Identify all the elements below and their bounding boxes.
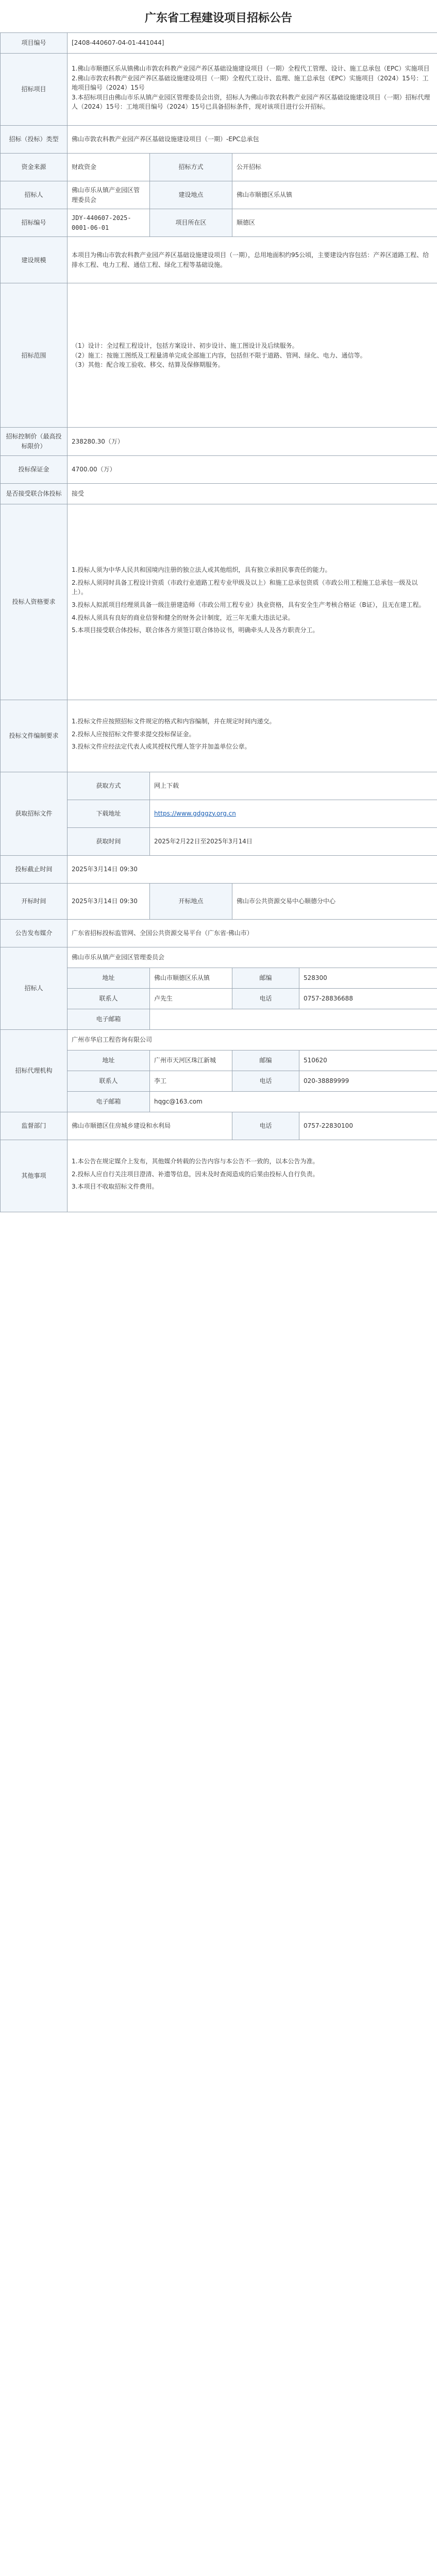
row-project-contact-area <box>1 181 437 209</box>
row-supervision <box>1 1112 437 1140</box>
supervision-phone-value: 0757-22830100 <box>299 1112 437 1140</box>
tenderee-address-label: 地址 <box>68 968 150 988</box>
project-code-value: [2408-440607-04-01-441044] <box>68 33 437 54</box>
project-method-value: 公开招标 <box>232 154 437 181</box>
other-value <box>68 1140 437 1212</box>
opening-value: 2025年3月14日 09:30 <box>68 883 150 919</box>
tenderee-address-value: 佛山市顺德区乐从镇 <box>150 968 232 988</box>
row-price <box>1 428 437 455</box>
project-name-text: 1.佛山市顺德区乐从镇佛山市敦农科教产业园产养区基础设施建设项目（一期）全程代工管理、设计、施工总承包（EPC）实施项目 2.佛山市敦农科教产业园产养区基础设施建设项目（一期）全程代工设计、监理、施工总承包（EPC）实施项目（2024）15号：工地项目编号（2024）15号 3.本招标项目由佛山市乐从镇产业园区管理委员会出资，招标人为佛山市敦农科教产业园产养区基础设施建设项目（一期）招标代理人（2024）15号：工地项目编号（2024）15号已具备招标条件，现对该项目进行公开招标。 <box>72 65 430 111</box>
docs-item: 1.投标文件应按照招标文件规定的格式和内容编制，并在规定时间内递交。 <box>72 718 276 725</box>
docs-item: 3.投标文件应经法定代表人或其授权代理人签字并加盖单位公章。 <box>72 743 251 751</box>
requirements-value <box>68 504 437 700</box>
requirements-item: 4.投标人须具有良好的商业信誉和健全的财务会计制度，近三年无重大违法记录。 <box>72 614 294 621</box>
project-contact-value: 佛山市乐从镇产业园区管理委员会 <box>68 181 150 209</box>
announcement-page <box>0 9 437 1212</box>
consortium-label: 是否接受联合体投标 <box>1 483 68 504</box>
project-tenderno-label: 招标编号 <box>1 209 68 237</box>
requirements-item: 2.投标人须同时具备工程设计资质（市政行业道路工程专业甲级及以上）和施工总承包资质（市政公用工程施工总承包一级及以上）。 <box>72 579 418 596</box>
obtain-label: 获取招标文件 <box>1 772 68 855</box>
other-item: 3.本项目不收取招标文件费用。 <box>72 1183 158 1191</box>
price-value: 238280.30（万） <box>68 428 437 455</box>
agent-phone-label: 电话 <box>232 1071 299 1091</box>
supervision-name: 佛山市顺德区住房城乡建设和水利局 <box>68 1112 232 1140</box>
row-other <box>1 1140 437 1212</box>
project-method-label: 招标方式 <box>150 154 232 181</box>
agent-name: 广州市华启工程咨询有限公司 <box>68 1029 437 1050</box>
tenderee-phone-label: 电话 <box>232 988 299 1009</box>
row-publish <box>1 919 437 947</box>
scale-value: 本项目为佛山市敦农科教产业园产养区基础设施建设项目（一期），总用地面积约95公顷，主要建设内容包括：产养区道路工程、给排水工程、电力工程、通信工程、绿化工程等基础设施。 <box>68 237 437 283</box>
row-tenderee-header <box>1 947 437 968</box>
publish-label: 公告发布媒介 <box>1 919 68 947</box>
row-project-type <box>1 126 437 154</box>
tenderee-name: 佛山市乐从镇产业园区管理委员会 <box>68 947 437 968</box>
agent-address-label: 地址 <box>68 1050 150 1071</box>
docs-label: 投标文件编制要求 <box>1 700 68 772</box>
project-name-value <box>68 54 437 126</box>
other-label: 其他事项 <box>1 1140 68 1212</box>
other-item: 2.投标人应自行关注项目澄清、补遗等信息，因未及时查阅造成的后果由投标人自行负责。 <box>72 1170 319 1178</box>
opening-place-value: 佛山市公共资源交易中心顺德分中心 <box>232 883 437 919</box>
tenderee-phone-value: 0757-28836688 <box>299 988 437 1009</box>
agent-contact-value: 李工 <box>150 1071 232 1091</box>
row-deadline <box>1 855 437 883</box>
tenderee-label: 招标人 <box>1 947 68 1029</box>
agent-postcode-value: 510620 <box>299 1050 437 1071</box>
tenderee-email-value <box>150 1009 437 1029</box>
agent-label: 招标代理机构 <box>1 1029 68 1112</box>
row-docs <box>1 700 437 772</box>
scope-value <box>68 283 437 428</box>
requirements-label: 投标人资格要求 <box>1 504 68 700</box>
agent-email-label: 电子邮箱 <box>68 1091 150 1112</box>
download-link[interactable]: https://www.gdggzy.org.cn <box>154 809 236 817</box>
requirements-item: 5.本项目接受联合体投标，联合体各方须签订联合体协议书，明确牵头人及各方职责分工。 <box>72 626 319 634</box>
project-registered-value: 顺德区 <box>232 209 437 237</box>
scope-text: （1）设计：全过程工程设计，包括方案设计、初步设计、施工图设计及后续服务。 （2）施工：按施工图纸及工程量清单完成全部施工内容，包括但不限于道路、管网、绿化、电力、通信等。 （3）其他：配合竣工验收、移交、结算及保修期服务。 <box>72 342 366 369</box>
requirements-item: 1.投标人须为中华人民共和国境内注册的独立法人或其他组织，具有独立承担民事责任的能力。 <box>72 566 331 574</box>
row-requirements <box>1 504 437 700</box>
tenderee-postcode-label: 邮编 <box>232 968 299 988</box>
project-area-value: 佛山市顺德区乐从镇 <box>232 181 437 209</box>
project-area-label: 建设地点 <box>150 181 232 209</box>
row-project-name <box>1 54 437 126</box>
row-project-code <box>1 33 437 54</box>
project-code-label: 项目编号 <box>1 33 68 54</box>
tenderee-contact-label: 联系人 <box>68 988 150 1009</box>
project-contact-label: 招标人 <box>1 181 68 209</box>
obtain-time-label: 获取时间 <box>68 827 150 855</box>
other-item: 1.本公告在规定媒介上发布，其他媒介转载的公告内容与本公告不一致的，以本公告为准。 <box>72 1158 319 1165</box>
docs-value <box>68 700 437 772</box>
project-source-value: 财政资金 <box>68 154 150 181</box>
project-registered-label: 项目所在区 <box>150 209 232 237</box>
row-agent-header <box>1 1029 437 1050</box>
row-opening <box>1 883 437 919</box>
row-project-source-method <box>1 154 437 181</box>
page-title: 广东省工程建设项目招标公告 <box>144 12 292 25</box>
scale-label: 建设规模 <box>1 237 68 283</box>
row-scope <box>1 283 437 428</box>
agent-phone-value: 020-38889999 <box>299 1071 437 1091</box>
scope-label: 招标范围 <box>1 283 68 428</box>
row-obtain-method <box>1 772 437 800</box>
price-label: 招标控制价（最高投标限价） <box>1 428 68 455</box>
docs-item: 2.投标人应按招标文件要求提交投标保证金。 <box>72 730 195 738</box>
project-tenderno-value: JDY-440607-2025-0001-06-01 <box>68 209 150 237</box>
row-deposit <box>1 455 437 483</box>
opening-label: 开标时间 <box>1 883 68 919</box>
requirements-item: 3.投标人拟派项目经理须具备一级注册建造师（市政公用工程专业）执业资格，具有安全生产考核合格证（B证），且无在建工程。 <box>72 601 425 609</box>
deadline-label: 投标截止时间 <box>1 855 68 883</box>
obtain-method-label: 获取方式 <box>68 772 150 800</box>
row-scale <box>1 237 437 283</box>
agent-postcode-label: 邮编 <box>232 1050 299 1071</box>
agent-contact-label: 联系人 <box>68 1071 150 1091</box>
agent-address-value: 广州市天河区珠江新城 <box>150 1050 232 1071</box>
publish-value: 广东省招标投标监管网、全国公共资源交易平台（广东省·佛山市） <box>68 919 437 947</box>
tenderee-email-label: 电子邮箱 <box>68 1009 150 1029</box>
project-name-label: 招标项目 <box>1 54 68 126</box>
deposit-value: 4700.00（万） <box>68 455 437 483</box>
project-source-label: 资金来源 <box>1 154 68 181</box>
deposit-label: 投标保证金 <box>1 455 68 483</box>
supervision-label: 监督部门 <box>1 1112 68 1140</box>
main-table <box>0 32 437 1212</box>
tenderee-postcode-value: 528300 <box>299 968 437 988</box>
row-consortium <box>1 483 437 504</box>
deadline-value: 2025年3月14日 09:30 <box>68 855 437 883</box>
tenderee-contact-value: 卢先生 <box>150 988 232 1009</box>
project-type-label: 招标（投标）类型 <box>1 126 68 154</box>
obtain-link-value[interactable] <box>150 800 437 827</box>
agent-email-value: hqgc@163.com <box>150 1091 437 1112</box>
row-project-tenderno-registered <box>1 209 437 237</box>
project-type-value: 佛山市敦农科教产业园产养区基础设施建设项目（一期）-EPC总承包 <box>68 126 437 154</box>
supervision-phone-label: 电话 <box>232 1112 299 1140</box>
obtain-method-value: 网上下载 <box>150 772 437 800</box>
consortium-value: 接受 <box>68 483 437 504</box>
opening-place-label: 开标地点 <box>150 883 232 919</box>
obtain-link-label: 下载地址 <box>68 800 150 827</box>
obtain-time-value: 2025年2月22日至2025年3月14日 <box>150 827 437 855</box>
